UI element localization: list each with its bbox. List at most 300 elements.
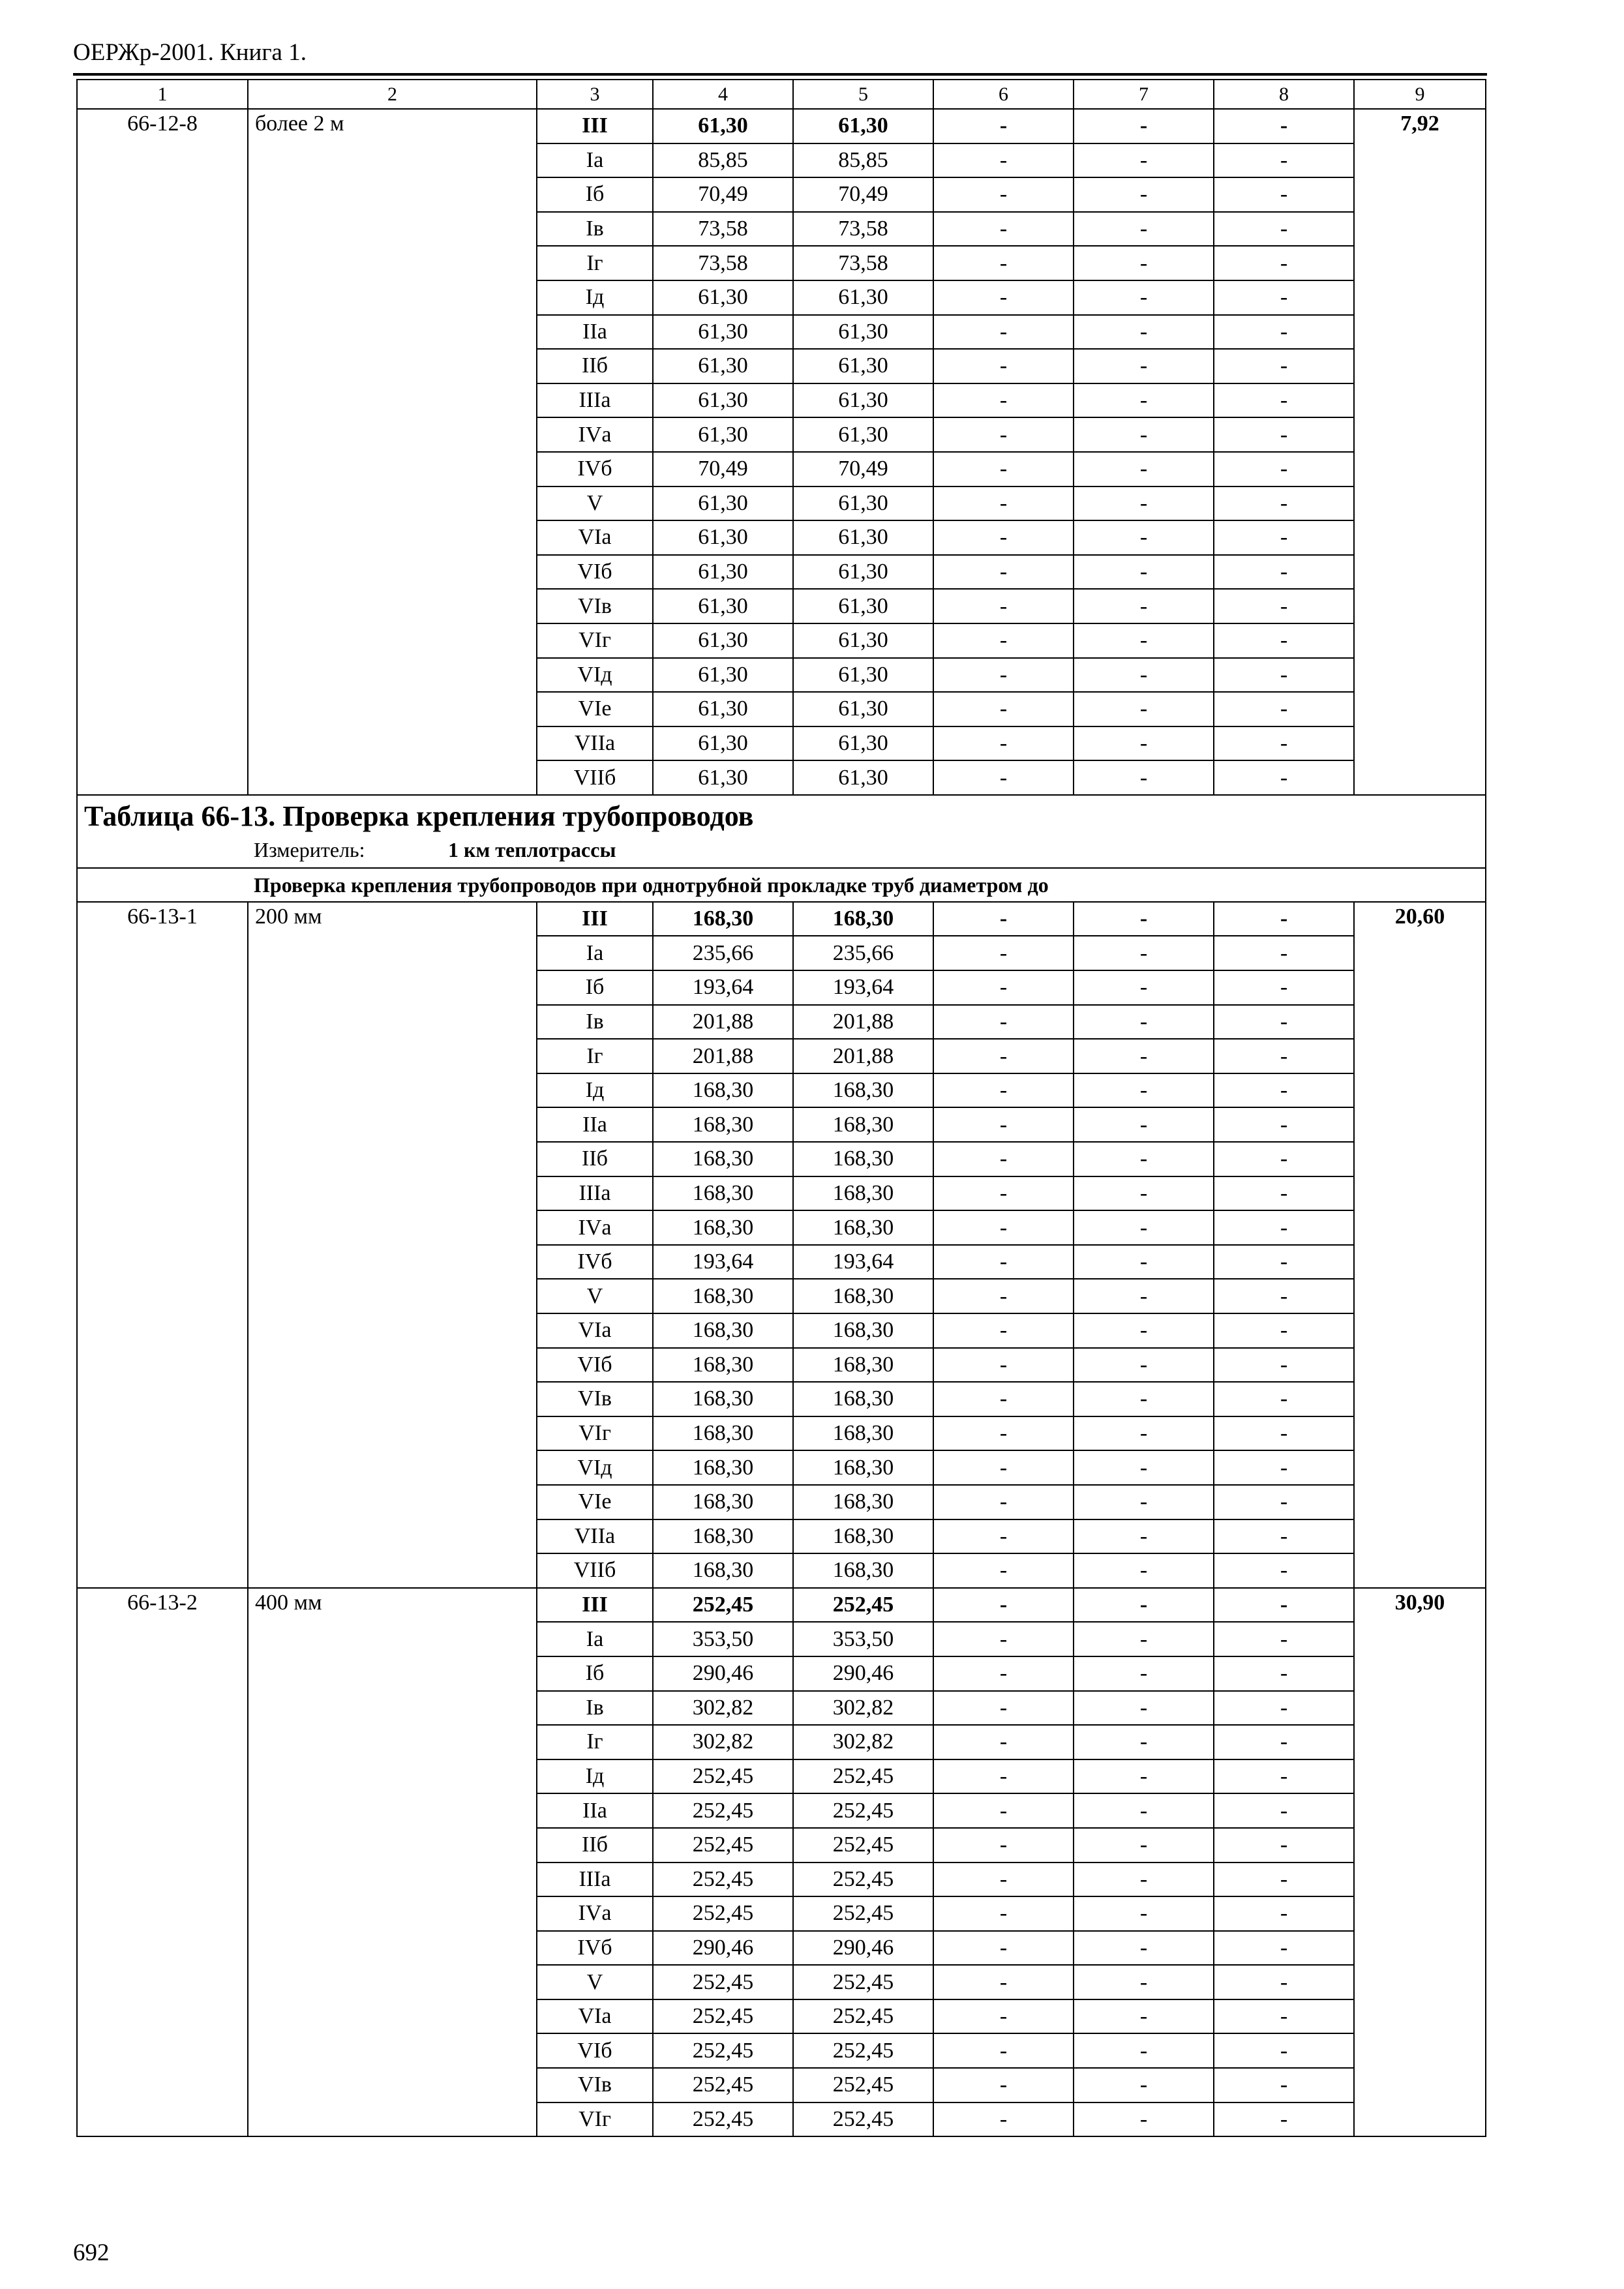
value-cell: - xyxy=(1074,520,1214,555)
value-cell: 168,30 xyxy=(793,1553,933,1588)
value-cell: - xyxy=(933,1313,1074,1348)
value-cell: - xyxy=(933,1656,1074,1691)
value-cell: - xyxy=(1074,760,1214,795)
value-cell: - xyxy=(1074,1656,1214,1691)
zone-cell: IIа xyxy=(537,1107,653,1142)
value-cell: 61,30 xyxy=(793,280,933,315)
zone-cell: VIIб xyxy=(537,1553,653,1588)
value-cell: - xyxy=(933,2068,1074,2102)
value-cell: - xyxy=(1074,726,1214,761)
zone-cell: VIг xyxy=(537,2102,653,2137)
value-cell: - xyxy=(933,1348,1074,1383)
value-cell: 61,30 xyxy=(653,692,793,726)
column-number: 3 xyxy=(537,80,653,109)
zone-cell: VIб xyxy=(537,1348,653,1383)
value-cell: - xyxy=(1074,589,1214,623)
value-cell: - xyxy=(1214,1313,1354,1348)
value-cell: - xyxy=(1074,970,1214,1005)
section-title: Таблица 66-13. Проверка крепления трубопроводов xyxy=(84,800,754,832)
value-cell: - xyxy=(933,1450,1074,1485)
column-number: 7 xyxy=(1074,80,1214,109)
value-cell: - xyxy=(1074,349,1214,383)
value-cell: - xyxy=(1214,1005,1354,1040)
rate-name: более 2 м xyxy=(248,109,537,795)
value-cell: 61,30 xyxy=(653,658,793,693)
value-cell: 61,30 xyxy=(793,109,933,143)
unit-line xyxy=(78,835,1485,867)
value-cell: - xyxy=(933,177,1074,212)
labor-norm: 20,60 xyxy=(1354,902,1486,1588)
value-cell: 61,30 xyxy=(653,280,793,315)
value-cell: - xyxy=(1214,246,1354,280)
value-cell: - xyxy=(1214,1931,1354,1966)
value-cell: - xyxy=(933,212,1074,247)
value-cell: - xyxy=(1074,1622,1214,1656)
unit-label: Измеритель: xyxy=(254,837,365,861)
rates-table-body xyxy=(77,80,1486,2136)
value-cell: - xyxy=(1214,936,1354,970)
value-cell: - xyxy=(1214,1073,1354,1108)
value-cell: 168,30 xyxy=(793,1210,933,1245)
value-cell: - xyxy=(1214,1142,1354,1176)
zone-cell: Iв xyxy=(537,1691,653,1726)
value-cell: 252,45 xyxy=(653,2033,793,2068)
rate-code: 66-13-1 xyxy=(77,902,248,1588)
value-cell: 252,45 xyxy=(653,1828,793,1863)
column-number: 5 xyxy=(793,80,933,109)
value-cell: 168,30 xyxy=(793,1450,933,1485)
value-cell: - xyxy=(933,1588,1074,1623)
value-cell: - xyxy=(1074,452,1214,486)
zone-cell: Iд xyxy=(537,1073,653,1108)
value-cell: - xyxy=(1214,1828,1354,1863)
zone-cell: Iд xyxy=(537,280,653,315)
value-cell: 168,30 xyxy=(653,1519,793,1554)
value-cell: - xyxy=(933,1107,1074,1142)
value-cell: - xyxy=(1074,2068,1214,2102)
value-cell: - xyxy=(933,315,1074,350)
value-cell: - xyxy=(1214,1553,1354,1588)
zone-cell: VIв xyxy=(537,1382,653,1416)
value-cell: 73,58 xyxy=(653,212,793,247)
value-cell: - xyxy=(933,349,1074,383)
value-cell: - xyxy=(1074,417,1214,452)
zone-cell: VIIб xyxy=(537,760,653,795)
value-cell: 252,45 xyxy=(653,2068,793,2102)
value-cell: - xyxy=(1214,1863,1354,1897)
value-cell: 252,45 xyxy=(653,1759,793,1794)
value-cell: - xyxy=(933,1382,1074,1416)
value-cell: - xyxy=(933,1691,1074,1726)
value-cell: - xyxy=(1214,1245,1354,1279)
value-cell: 252,45 xyxy=(653,1896,793,1931)
zone-cell: VIIа xyxy=(537,726,653,761)
value-cell: - xyxy=(1074,1210,1214,1245)
value-cell: - xyxy=(1214,1965,1354,1999)
value-cell: 61,30 xyxy=(653,417,793,452)
value-cell: - xyxy=(933,902,1074,936)
zone-cell: IIIа xyxy=(537,1863,653,1897)
value-cell: 235,66 xyxy=(653,936,793,970)
value-cell: 70,49 xyxy=(653,177,793,212)
zone-cell: Iа xyxy=(537,143,653,178)
value-cell: - xyxy=(1214,1416,1354,1451)
zone-cell: IVа xyxy=(537,417,653,452)
zone-cell: V xyxy=(537,486,653,521)
value-cell: - xyxy=(1214,2033,1354,2068)
rate-name: 400 мм xyxy=(248,1588,537,2137)
value-cell: - xyxy=(1074,2102,1214,2137)
value-cell: 168,30 xyxy=(793,902,933,936)
value-cell: 61,30 xyxy=(793,555,933,590)
value-cell: - xyxy=(933,1759,1074,1794)
value-cell: - xyxy=(1214,1588,1354,1623)
zone-cell: Iд xyxy=(537,1759,653,1794)
value-cell: - xyxy=(1214,315,1354,350)
value-cell: 252,45 xyxy=(793,1999,933,2034)
zone-cell: IVб xyxy=(537,452,653,486)
value-cell: - xyxy=(1074,1450,1214,1485)
section-header-row xyxy=(77,795,1486,868)
zone-cell: Iб xyxy=(537,970,653,1005)
value-cell: - xyxy=(933,1725,1074,1759)
value-cell: 61,30 xyxy=(653,315,793,350)
section-header xyxy=(77,795,1486,868)
value-cell: - xyxy=(933,1965,1074,1999)
zone-cell: VIб xyxy=(537,555,653,590)
value-cell: 252,45 xyxy=(793,1828,933,1863)
value-cell: - xyxy=(933,1416,1074,1451)
value-cell: - xyxy=(1214,143,1354,178)
value-cell: - xyxy=(1214,1348,1354,1383)
value-cell: - xyxy=(933,1828,1074,1863)
value-cell: - xyxy=(933,1999,1074,2034)
value-cell: - xyxy=(933,2102,1074,2137)
rate-name: 200 мм xyxy=(248,902,537,1588)
value-cell: 252,45 xyxy=(793,1793,933,1828)
value-cell: 168,30 xyxy=(653,1416,793,1451)
value-cell: - xyxy=(933,1863,1074,1897)
value-cell: 168,30 xyxy=(793,1519,933,1554)
value-cell: - xyxy=(1074,555,1214,590)
value-cell: - xyxy=(933,520,1074,555)
page-number: 692 xyxy=(73,2239,110,2266)
value-cell: - xyxy=(1214,417,1354,452)
value-cell: - xyxy=(1074,1382,1214,1416)
value-cell: 252,45 xyxy=(793,1965,933,1999)
value-cell: 252,45 xyxy=(793,1896,933,1931)
page-header: ОЕРЖр-2001. Книга 1. xyxy=(73,39,307,66)
value-cell: - xyxy=(1074,1588,1214,1623)
column-number: 6 xyxy=(933,80,1074,109)
value-cell: - xyxy=(1074,1107,1214,1142)
zone-cell: VIIа xyxy=(537,1519,653,1554)
value-cell: 302,82 xyxy=(793,1691,933,1726)
zone-cell: VIе xyxy=(537,1485,653,1519)
value-cell: - xyxy=(933,970,1074,1005)
value-cell: 252,45 xyxy=(653,1588,793,1623)
value-cell: - xyxy=(1074,143,1214,178)
value-cell: 302,82 xyxy=(653,1725,793,1759)
value-cell: 61,30 xyxy=(793,486,933,521)
unit-value: 1 км теплотрассы xyxy=(448,837,616,861)
value-cell: - xyxy=(1214,280,1354,315)
value-cell: 168,30 xyxy=(793,1348,933,1383)
value-cell: 61,30 xyxy=(793,417,933,452)
value-cell: - xyxy=(1214,726,1354,761)
value-cell: - xyxy=(933,1245,1074,1279)
value-cell: 252,45 xyxy=(793,2068,933,2102)
value-cell: 252,45 xyxy=(653,1793,793,1828)
value-cell: - xyxy=(1214,1107,1354,1142)
column-number: 4 xyxy=(653,80,793,109)
zone-cell: IIIа xyxy=(537,383,653,418)
value-cell: 252,45 xyxy=(653,2102,793,2137)
value-cell: 168,30 xyxy=(793,1485,933,1519)
rate-code: 66-12-8 xyxy=(77,109,248,795)
value-cell: - xyxy=(933,452,1074,486)
value-cell: 290,46 xyxy=(653,1931,793,1966)
value-cell: 252,45 xyxy=(653,1965,793,1999)
value-cell: - xyxy=(1074,1553,1214,1588)
value-cell: 168,30 xyxy=(653,1279,793,1313)
zone-cell: Iб xyxy=(537,1656,653,1691)
column-number-row xyxy=(77,80,1486,109)
value-cell: - xyxy=(1074,1039,1214,1073)
value-cell: 252,45 xyxy=(793,2102,933,2137)
value-cell: - xyxy=(1074,1828,1214,1863)
value-cell: - xyxy=(1214,109,1354,143)
value-cell: - xyxy=(933,1279,1074,1313)
value-cell: - xyxy=(1074,692,1214,726)
zone-cell: Iв xyxy=(537,212,653,247)
value-cell: - xyxy=(933,1931,1074,1966)
zone-cell: VIд xyxy=(537,1450,653,1485)
zone-cell: IIб xyxy=(537,1828,653,1863)
value-cell: 61,30 xyxy=(793,726,933,761)
zone-cell: VIд xyxy=(537,658,653,693)
value-cell: 61,30 xyxy=(653,589,793,623)
zone-cell: VIе xyxy=(537,692,653,726)
value-cell: - xyxy=(933,1519,1074,1554)
value-cell: - xyxy=(1074,280,1214,315)
value-cell: - xyxy=(1074,1313,1214,1348)
value-cell: - xyxy=(933,1553,1074,1588)
value-cell: 252,45 xyxy=(793,1588,933,1623)
value-cell: - xyxy=(1074,1279,1214,1313)
table-row xyxy=(77,902,1486,936)
value-cell: - xyxy=(1214,902,1354,936)
column-number: 9 xyxy=(1354,80,1486,109)
zone-cell: IIа xyxy=(537,1793,653,1828)
value-cell: - xyxy=(933,726,1074,761)
value-cell: 193,64 xyxy=(653,970,793,1005)
value-cell: 168,30 xyxy=(653,1176,793,1211)
value-cell: 61,30 xyxy=(653,623,793,658)
value-cell: - xyxy=(1074,1245,1214,1279)
table-row xyxy=(77,1588,1486,1623)
zone-cell: Iг xyxy=(537,246,653,280)
value-cell: - xyxy=(933,1142,1074,1176)
value-cell: - xyxy=(933,486,1074,521)
value-cell: 168,30 xyxy=(793,1176,933,1211)
zone-cell: III xyxy=(537,1588,653,1623)
value-cell: - xyxy=(1074,383,1214,418)
value-cell: - xyxy=(1074,246,1214,280)
value-cell: 168,30 xyxy=(793,1142,933,1176)
value-cell: - xyxy=(1074,902,1214,936)
zone-cell: VIа xyxy=(537,520,653,555)
value-cell: 302,82 xyxy=(793,1725,933,1759)
value-cell: 61,30 xyxy=(793,760,933,795)
value-cell: - xyxy=(1214,452,1354,486)
column-number: 1 xyxy=(77,80,248,109)
value-cell: 70,49 xyxy=(653,452,793,486)
header-rule xyxy=(73,73,1487,76)
value-cell: - xyxy=(1074,1416,1214,1451)
table-row xyxy=(77,109,1486,143)
value-cell: 193,64 xyxy=(793,1245,933,1279)
subtitle-row xyxy=(77,868,1486,902)
value-cell: - xyxy=(933,623,1074,658)
value-cell: 201,88 xyxy=(793,1039,933,1073)
value-cell: 168,30 xyxy=(653,1450,793,1485)
value-cell: - xyxy=(1214,349,1354,383)
value-cell: - xyxy=(1074,109,1214,143)
value-cell: 61,30 xyxy=(793,623,933,658)
value-cell: 61,30 xyxy=(793,383,933,418)
value-cell: - xyxy=(1074,486,1214,521)
value-cell: 290,46 xyxy=(793,1656,933,1691)
value-cell: - xyxy=(1214,970,1354,1005)
value-cell: - xyxy=(1214,1656,1354,1691)
zone-cell: Iг xyxy=(537,1039,653,1073)
value-cell: 168,30 xyxy=(653,1073,793,1108)
value-cell: - xyxy=(1074,1965,1214,1999)
value-cell: - xyxy=(1214,692,1354,726)
value-cell: - xyxy=(1074,1142,1214,1176)
value-cell: - xyxy=(1074,1793,1214,1828)
value-cell: 61,30 xyxy=(653,383,793,418)
value-cell: - xyxy=(933,2033,1074,2068)
value-cell: 252,45 xyxy=(793,1759,933,1794)
value-cell: - xyxy=(1074,1005,1214,1040)
value-cell: - xyxy=(1074,1725,1214,1759)
value-cell: - xyxy=(1074,177,1214,212)
column-number: 2 xyxy=(248,80,537,109)
value-cell: 252,45 xyxy=(653,1863,793,1897)
value-cell: - xyxy=(1074,658,1214,693)
value-cell: 85,85 xyxy=(653,143,793,178)
value-cell: 61,30 xyxy=(653,486,793,521)
zone-cell: VIг xyxy=(537,623,653,658)
value-cell: 61,30 xyxy=(653,349,793,383)
value-cell: - xyxy=(933,1176,1074,1211)
value-cell: 353,50 xyxy=(793,1622,933,1656)
value-cell: - xyxy=(933,280,1074,315)
value-cell: - xyxy=(933,936,1074,970)
zone-cell: VIа xyxy=(537,1313,653,1348)
zone-cell: IIб xyxy=(537,349,653,383)
zone-cell: Iа xyxy=(537,936,653,970)
value-cell: - xyxy=(1074,1348,1214,1383)
zone-cell: Iг xyxy=(537,1725,653,1759)
value-cell: - xyxy=(933,1005,1074,1040)
value-cell: - xyxy=(1214,589,1354,623)
value-cell: - xyxy=(1074,2033,1214,2068)
value-cell: 252,45 xyxy=(793,2033,933,2068)
labor-norm: 7,92 xyxy=(1354,109,1486,795)
value-cell: 168,30 xyxy=(653,1142,793,1176)
value-cell: - xyxy=(1074,315,1214,350)
zone-cell: VIв xyxy=(537,589,653,623)
value-cell: 70,49 xyxy=(793,452,933,486)
value-cell: 290,46 xyxy=(793,1931,933,1966)
value-cell: - xyxy=(1214,1759,1354,1794)
value-cell: - xyxy=(933,143,1074,178)
zone-cell: IVа xyxy=(537,1210,653,1245)
zone-cell: VIа xyxy=(537,1999,653,2034)
value-cell: - xyxy=(933,1793,1074,1828)
value-cell: 61,30 xyxy=(793,692,933,726)
value-cell: - xyxy=(1074,1896,1214,1931)
value-cell: - xyxy=(933,1622,1074,1656)
value-cell: 73,58 xyxy=(653,246,793,280)
value-cell: - xyxy=(933,1039,1074,1073)
value-cell: - xyxy=(1214,1039,1354,1073)
value-cell: 168,30 xyxy=(793,1073,933,1108)
value-cell: 61,30 xyxy=(793,520,933,555)
value-cell: - xyxy=(1214,1485,1354,1519)
value-cell: - xyxy=(1214,520,1354,555)
zone-cell: IVб xyxy=(537,1245,653,1279)
value-cell: 168,30 xyxy=(653,1348,793,1383)
value-cell: 353,50 xyxy=(653,1622,793,1656)
value-cell: - xyxy=(1214,1176,1354,1211)
value-cell: - xyxy=(1214,1691,1354,1726)
value-cell: - xyxy=(1214,1725,1354,1759)
value-cell: 193,64 xyxy=(653,1245,793,1279)
zone-cell: III xyxy=(537,109,653,143)
zone-cell: V xyxy=(537,1279,653,1313)
value-cell: - xyxy=(1214,383,1354,418)
value-cell: 61,30 xyxy=(793,589,933,623)
value-cell: - xyxy=(1214,1382,1354,1416)
value-cell: - xyxy=(933,589,1074,623)
value-cell: - xyxy=(1214,658,1354,693)
value-cell: - xyxy=(933,109,1074,143)
zone-cell: IIа xyxy=(537,315,653,350)
value-cell: - xyxy=(1074,936,1214,970)
value-cell: 61,30 xyxy=(653,520,793,555)
zone-cell: III xyxy=(537,902,653,936)
value-cell: 168,30 xyxy=(793,1279,933,1313)
value-cell: - xyxy=(933,1896,1074,1931)
value-cell: 73,58 xyxy=(793,246,933,280)
value-cell: - xyxy=(1074,1176,1214,1211)
zone-cell: V xyxy=(537,1965,653,1999)
value-cell: 201,88 xyxy=(653,1005,793,1040)
value-cell: - xyxy=(933,1073,1074,1108)
value-cell: - xyxy=(1214,1279,1354,1313)
value-cell: - xyxy=(1214,2102,1354,2137)
value-cell: - xyxy=(1214,177,1354,212)
value-cell: - xyxy=(933,658,1074,693)
zone-cell: VIв xyxy=(537,2068,653,2102)
value-cell: 201,88 xyxy=(793,1005,933,1040)
value-cell: 290,46 xyxy=(653,1656,793,1691)
value-cell: - xyxy=(1074,1691,1214,1726)
